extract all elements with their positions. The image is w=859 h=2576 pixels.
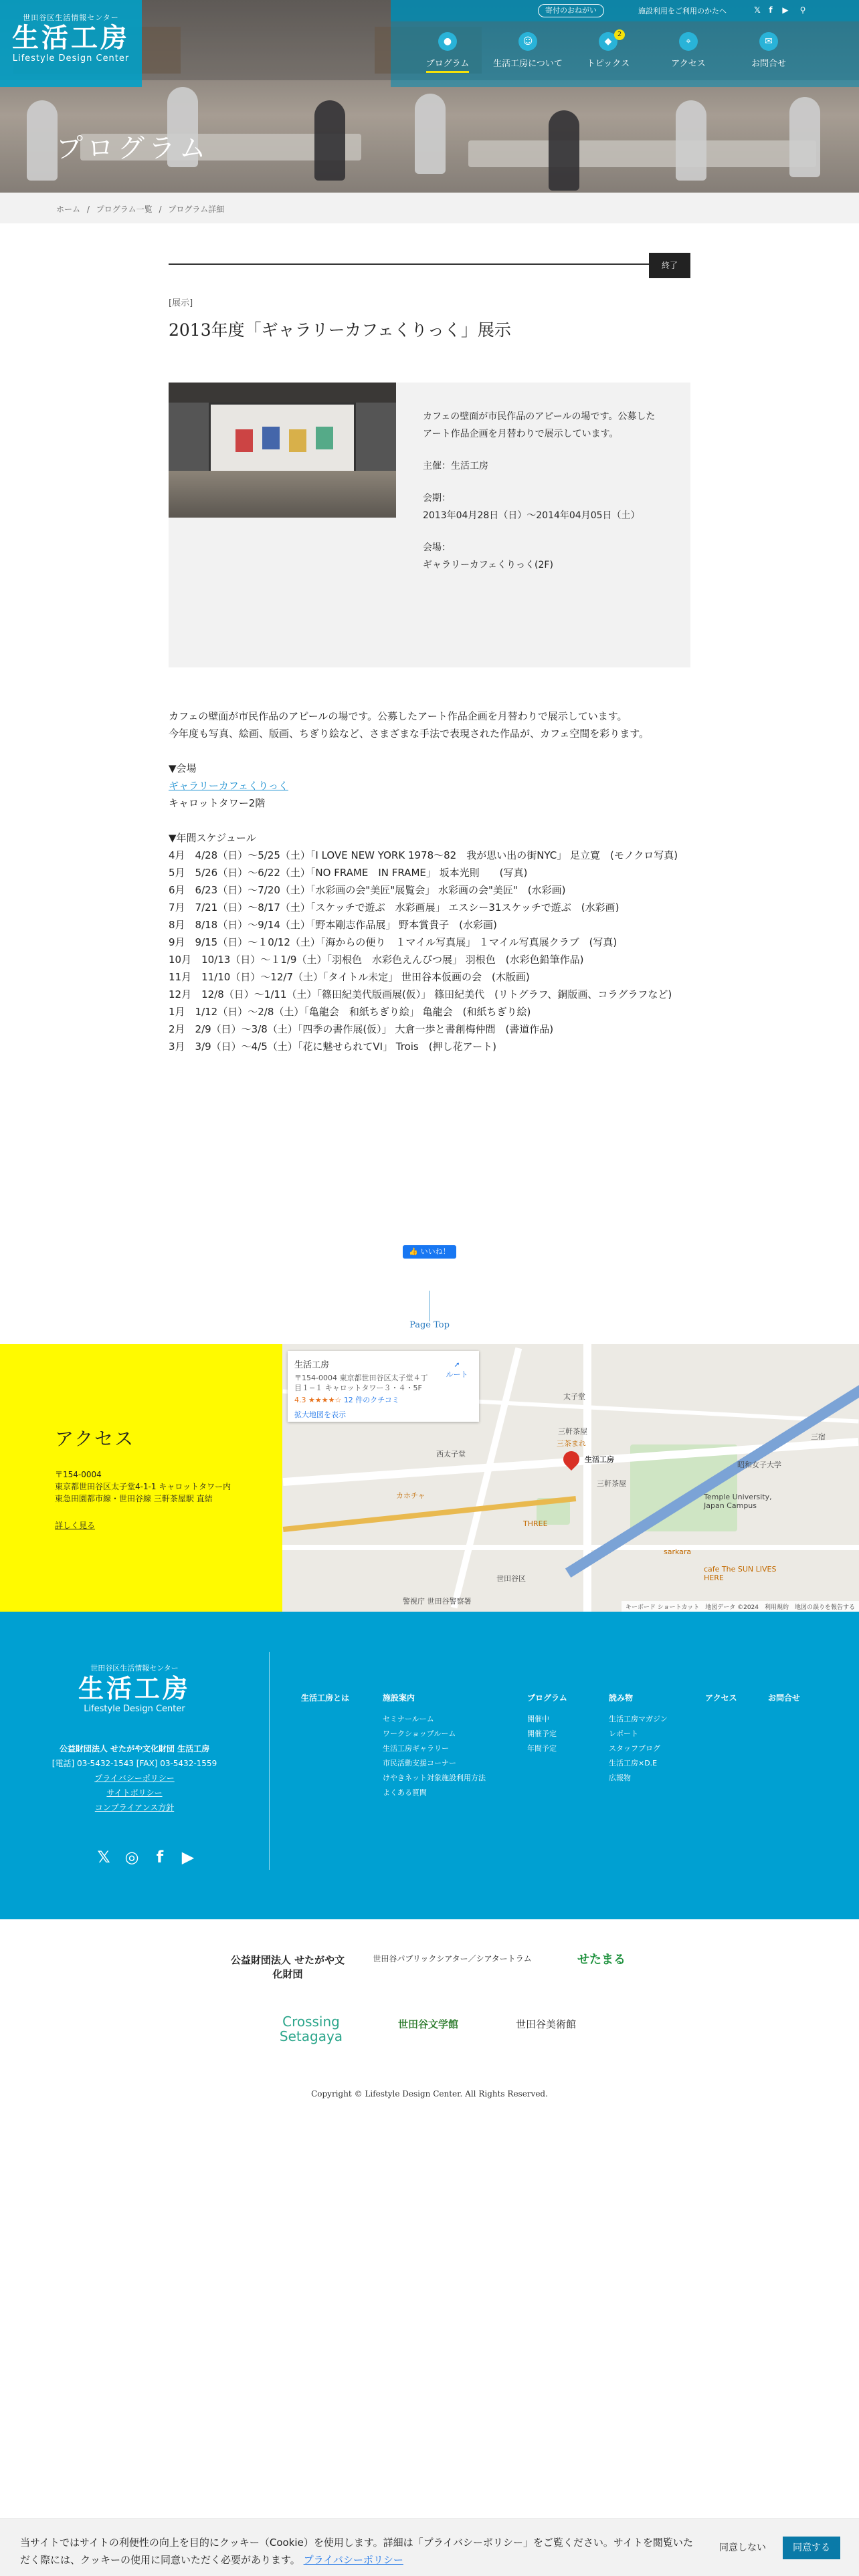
body-paragraph: カフェの壁面が市民作品のアピールの場です。公募したアート作品企画を月替わりで展示しています。	[169, 710, 628, 722]
site-logo[interactable]	[0, 0, 142, 87]
schedule-item: 8月 8/18（日）～9/14（土）「野本剛志作品展」 野本賞貴子 (水彩画)	[169, 919, 497, 931]
nav-topics[interactable]	[571, 32, 645, 69]
footer-logo-english: Lifestyle Design Center	[84, 1704, 185, 1714]
cookie-message	[20, 2534, 702, 2569]
review-count[interactable]: 12 件のクチコミ	[343, 1396, 399, 1404]
footer-col-facilities	[383, 1691, 486, 1800]
map-label: 西太子堂	[436, 1450, 466, 1459]
street-address: 東京都世田谷区太子堂4-1-1 キャロットタワー内	[55, 1482, 231, 1491]
schedule-item: 9月 9/15（日）～１0/12（土）「海からの便り １マイル写真展」 １マイル写真展クラブ (写真)	[169, 936, 617, 948]
pin-label: 生活工房	[585, 1455, 614, 1464]
search-icon[interactable]: ⚲	[799, 5, 806, 15]
thumbs-up-icon: 👍	[409, 1247, 419, 1256]
footer-col-heading[interactable]: 生活工房とは	[301, 1693, 350, 1703]
logo-subtitle: 世田谷区生活情報センター	[23, 13, 119, 22]
venue-label: 会場：	[423, 542, 451, 553]
footer-col-heading[interactable]: アクセス	[705, 1693, 737, 1703]
facebook-icon[interactable]: f	[156, 1848, 164, 1866]
footer-col-heading[interactable]: 読み物	[609, 1693, 634, 1703]
footer-link[interactable]: 生活工房マガジン	[609, 1715, 668, 1723]
footer-col-reading	[609, 1691, 668, 1786]
x-icon[interactable]: 𝕏	[754, 5, 761, 15]
footer-link[interactable]: 年間予定	[527, 1744, 557, 1753]
cookie-policy-link[interactable]: プライバシーポリシー	[303, 2554, 403, 2566]
sponsor-crossing-setagaya[interactable]: Crossing Setagaya	[279, 2014, 343, 2044]
footer-link[interactable]: 広報物	[609, 1774, 631, 1782]
footer-link[interactable]: よくある質問	[383, 1788, 427, 1797]
cookie-decline-button[interactable]: 同意しない	[719, 2543, 766, 2553]
footer-link[interactable]: ワークショップルーム	[383, 1729, 456, 1738]
rating-value: 4.3	[294, 1396, 306, 1404]
footer-divider	[269, 1652, 270, 1870]
breadcrumb-program-list[interactable]: プログラム一覧	[96, 205, 153, 214]
map-label: 三茶まれ	[557, 1439, 586, 1448]
nav-about[interactable]	[491, 32, 565, 69]
hero-banner	[0, 0, 859, 193]
nav-contact[interactable]	[732, 32, 805, 69]
event-organizer: 主催：生活工房	[423, 461, 488, 471]
gallery-cafe-photo	[169, 383, 396, 518]
youtube-icon[interactable]: ▶	[181, 1848, 195, 1866]
page-top-line	[429, 1291, 430, 1321]
footer-sns	[94, 1847, 207, 1867]
footer-link[interactable]: 生活工房ギャラリー	[383, 1744, 449, 1753]
map-label: THREE	[523, 1519, 548, 1528]
venue-place: キャロットタワー2階	[169, 797, 266, 809]
map-label: 三軒茶屋	[558, 1427, 587, 1436]
global-nav	[391, 21, 859, 87]
map-label: 警視庁 世田谷警察署	[403, 1597, 472, 1606]
copyright: Copyright © Lifestyle Design Center. All Rights Reserved.	[311, 2089, 548, 2099]
map-label: 三宿	[811, 1432, 826, 1441]
map-label: 太子堂	[563, 1392, 585, 1401]
footer-link[interactable]: レポート	[609, 1729, 638, 1738]
map-place-card	[288, 1351, 479, 1422]
cookie-text: 当サイトではサイトの利便性の向上を目的にクッキー（Cookie）を使用します。詳細は「プライバシーポリシー」をご覧ください。サイトを閲覧いただく際には、クッキーの使用に同意いただく必要があります。	[20, 2537, 693, 2566]
status-divider	[169, 263, 690, 265]
status-badge: 終了	[649, 253, 690, 278]
enlarge-map-link[interactable]: 拡大地図を表示	[294, 1410, 346, 1419]
directions-icon: ➚	[454, 1360, 460, 1369]
facebook-icon[interactable]: f	[769, 5, 773, 15]
footer-logo-title: 生活工房	[78, 1674, 191, 1703]
sponsor-public-theatre[interactable]: 世田谷パブリックシアター／シアタートラム	[373, 1954, 532, 1963]
footer-link[interactable]: 市民活動支援コーナー	[383, 1759, 456, 1767]
compliance-link[interactable]: コンプライアンス方針	[94, 1803, 175, 1812]
footer-link[interactable]: セミナールーム	[383, 1715, 434, 1723]
nav-label: プログラム	[426, 59, 470, 73]
map-label: sarkara	[664, 1547, 692, 1556]
footer-col-about	[301, 1691, 349, 1712]
footer-link[interactable]: 開催中	[527, 1715, 549, 1723]
page-title: プログラム	[56, 133, 210, 164]
page-top-link[interactable]: Page Top	[409, 1320, 450, 1330]
site-policy-link[interactable]: サイトポリシー	[106, 1788, 163, 1798]
map-label: 三軒茶屋	[597, 1479, 626, 1488]
period-label: 会期：	[423, 493, 451, 504]
footer-col-contact	[768, 1691, 800, 1712]
nav-program[interactable]	[411, 32, 484, 69]
footer-link[interactable]: けやきネット対象施設利用方法	[383, 1774, 486, 1782]
access-heading: アクセス	[55, 1428, 135, 1450]
schedule-item: 4月 4/28（日）～5/25（土）「I LOVE NEW YORK 1978～82 我が思い出の街NYC」 足立寛 (モノクロ写真)	[169, 849, 678, 861]
nav-access[interactable]	[652, 32, 725, 69]
like-label: いいね！	[420, 1247, 450, 1256]
access-section	[0, 1344, 282, 1612]
map-label: cafe The SUN LIVES HERE	[704, 1565, 777, 1582]
schedule-item: 7月 7/21（日）～8/17（土）「スケッチで遊ぶ 水彩画展」 エスシー31スケッチで遊ぶ (水彩画)	[169, 901, 619, 914]
schedule-item: 11月 11/10（日）～12/7（土）「タイトル未定」 世田谷本仮画の会 (木版画)	[169, 971, 530, 983]
event-summary: カフェの壁面が市民作品のアピールの場です。公募したアート作品企画を月替わりで展示しています。	[423, 411, 656, 439]
youtube-icon[interactable]: ▶	[782, 5, 789, 15]
breadcrumb	[0, 193, 859, 223]
breadcrumb-separator: /	[159, 205, 162, 214]
footer-link[interactable]: 生活工房×D.E	[609, 1759, 658, 1767]
footer-org-info	[0, 1741, 269, 1815]
access-more-link[interactable]: 詳しく見る	[55, 1521, 96, 1530]
article-body	[169, 708, 697, 1055]
instagram-icon[interactable]: ◎	[124, 1848, 139, 1866]
org-name: 公益財団法人 せたがや文化財団 生活工房	[59, 1744, 210, 1753]
station-info: 東急田園都市線・世田谷線 三軒茶屋駅 直結	[55, 1494, 213, 1503]
footer-col-heading[interactable]: お問合せ	[768, 1693, 801, 1703]
venue-heading: ▼会場	[169, 762, 197, 774]
logo-title: 生活工房	[12, 23, 130, 53]
facility-users-link[interactable]: 施設利用をご利用のかたへ	[638, 7, 727, 15]
breadcrumb-current: プログラム詳細	[168, 205, 225, 214]
sponsor-setamaru[interactable]: せたまる	[577, 1953, 626, 1967]
logo-english: Lifestyle Design Center	[12, 53, 130, 64]
cookie-banner	[0, 2518, 859, 2576]
map-label: 昭和女子大学	[737, 1461, 781, 1469]
footer-logo-subtitle: 世田谷区生活情報センター	[90, 1664, 179, 1673]
x-icon[interactable]: 𝕏	[97, 1848, 110, 1866]
event-details	[423, 408, 664, 588]
nav-label: アクセス	[671, 59, 706, 69]
pin-icon: ●	[438, 32, 457, 51]
nav-label: トピックス	[586, 59, 630, 69]
map-label: 世田谷区	[496, 1574, 526, 1583]
tag-icon: ◆	[599, 32, 617, 51]
cookie-agree-button[interactable]: 同意する	[783, 2537, 840, 2559]
sponsor-literary-museum[interactable]: 世田谷文学館	[397, 2018, 458, 2030]
article-title: 2013年度「ギャラリーカフェくりっく」展示	[169, 320, 511, 340]
schedule-item: 2月 2/9（日）～3/8（土）「四季の書作展(仮）」 大倉一歩と書創梅仲間 (書道作品)	[169, 1023, 554, 1035]
place-address: 〒154-0004 東京都世田谷区太子堂４丁目１−１ キャロットタワー３・４・5F	[294, 1374, 428, 1392]
topics-badge: 2	[614, 29, 625, 40]
schedule-item: 6月 6/23（日）～7/20（土）「水彩画の会"美匠"展覧会」 水彩画の会"美匠" (水彩画)	[169, 884, 566, 896]
event-period: 2013年04月28日（日）～2014年04月05日（土）	[423, 510, 640, 521]
access-address	[55, 1469, 231, 1505]
route-label: ルート	[446, 1370, 468, 1379]
map-pin-icon: ⌖	[679, 32, 698, 51]
schedule-heading: ▼年間スケジュール	[169, 832, 256, 844]
person-icon: ☺	[518, 32, 537, 51]
schedule-item: 3月 3/9（日）～4/5（土）「花に魅せられてVI」 Trois (押し花アート)	[169, 1041, 496, 1053]
footer-col-program	[527, 1691, 567, 1756]
footer-col-access	[705, 1691, 737, 1712]
footer-link[interactable]: 開催予定	[527, 1729, 557, 1738]
donation-button[interactable]: 寄付のおねがい	[538, 4, 604, 17]
google-map[interactable]	[282, 1344, 859, 1612]
rating-stars: ★★★★☆	[308, 1396, 342, 1404]
privacy-policy-link[interactable]: プライバシーポリシー	[94, 1774, 175, 1783]
map-footer[interactable]: キーボード ショートカット 地図データ ©2024 利用規約 地図の誤りを報告する	[622, 1601, 859, 1612]
mail-icon: ✉	[759, 32, 778, 51]
map-label: カホチャ	[396, 1491, 425, 1500]
postal-code: 〒154-0004	[55, 1470, 102, 1479]
map-pin-icon[interactable]	[560, 1448, 583, 1471]
footer-col-heading[interactable]: 施設案内	[383, 1693, 415, 1703]
event-venue: ギャラリーカフェくりっく(2F)	[423, 560, 553, 570]
schedule-item: 1月 1/12（日）～2/8（土）「亀龍会 和紙ちぎり絵」 亀龍会 (和紙ちぎり絵)	[169, 1006, 531, 1018]
map-label: Temple University, Japan Campus	[704, 1493, 772, 1510]
schedule-item: 10月 10/13（日）～１1/9（土）「羽根色 水彩色えんぴつ展」 羽根色 (水彩色鉛筆作品)	[169, 954, 584, 966]
sponsor-setagaya-arts[interactable]: 公益財団法人 せたがや文化財団	[230, 1954, 345, 1980]
nav-label: 生活工房について	[493, 59, 563, 69]
utility-bar	[391, 0, 859, 21]
breadcrumb-home[interactable]: ホーム	[56, 205, 81, 214]
breadcrumb-separator: /	[86, 205, 90, 214]
footer-logo[interactable]	[0, 1662, 269, 1714]
body-paragraph: 今年度も写真、絵画、版画、ちぎり絵など、さまざまな手法で表現された作品が、カフェ空間を彩ります。	[169, 728, 650, 740]
site-footer	[0, 1612, 859, 1919]
org-contact: [電話] 03-5432-1543 [FAX] 03-5432-1559	[52, 1759, 217, 1768]
route-button[interactable]	[442, 1360, 472, 1380]
event-info-box	[169, 383, 690, 667]
schedule-item: 12月 12/8（日）～1/11（土）「篠田紀美代版画展(仮）」 篠田紀美代 (リトグラフ、銅版画、コラグラフなど)	[169, 988, 672, 1000]
sponsor-art-museum[interactable]: 世田谷美術館	[515, 2018, 576, 2030]
venue-link[interactable]: ギャラリーカフェくりっく	[169, 780, 288, 792]
place-name: 生活工房	[294, 1360, 330, 1370]
nav-label: お問合せ	[751, 59, 786, 69]
category-label: [展示]	[169, 298, 193, 308]
facebook-like-button[interactable]	[403, 1245, 456, 1259]
footer-col-heading[interactable]: プログラム	[527, 1693, 567, 1703]
schedule-item: 5月 5/26（日）～6/22（土）「NO FRAME IN FRAME」 坂本光則 (写真)	[169, 867, 528, 879]
footer-link[interactable]: スタッフブログ	[609, 1744, 660, 1753]
